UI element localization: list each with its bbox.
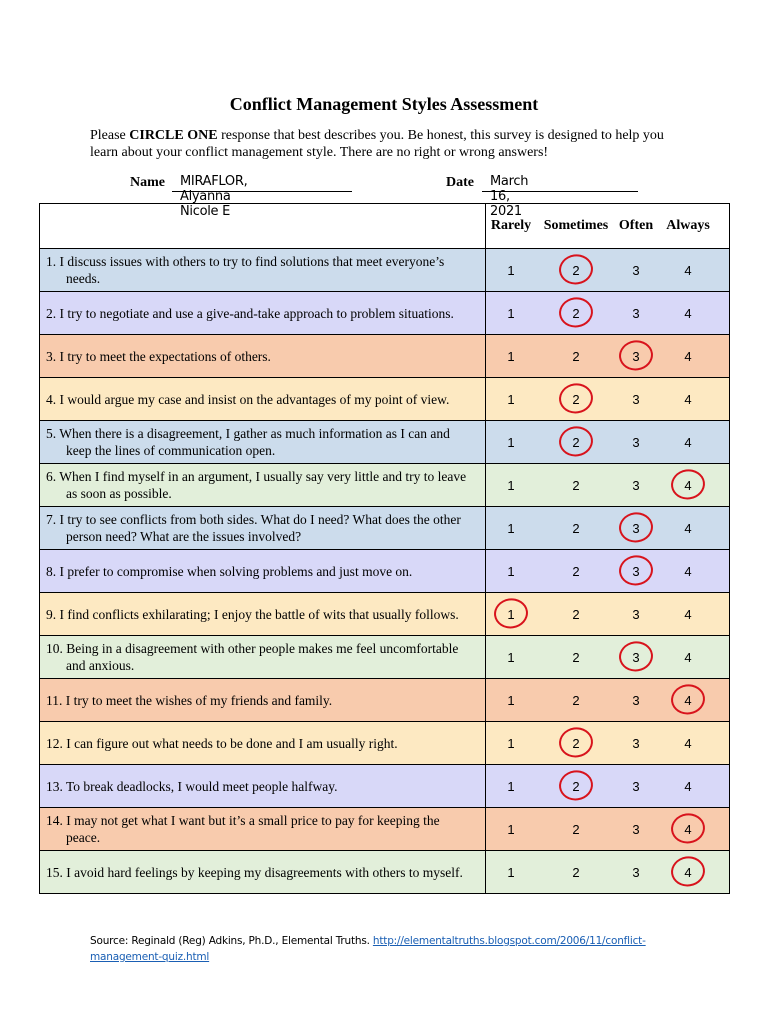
response-option-3[interactable]: 3 xyxy=(632,692,640,708)
table-row xyxy=(40,249,730,292)
response-option-3[interactable]: 3 xyxy=(632,864,640,880)
circled-answer-mark xyxy=(669,811,707,845)
question-text: 15. I avoid hard feelings by keeping my disagreements with others to myself. xyxy=(46,864,463,880)
question-cell xyxy=(40,593,486,636)
question-text: 2. I try to negotiate and use a give-and-take approach to problem situations. xyxy=(46,305,454,321)
response-option-4[interactable]: 4 xyxy=(656,822,720,837)
question-cell xyxy=(40,765,486,808)
response-option-1[interactable]: 1 xyxy=(486,607,536,622)
response-option-3[interactable]: 3 xyxy=(632,262,640,278)
source-citation xyxy=(90,933,700,965)
response-option-1[interactable]: 1 xyxy=(507,649,515,665)
question-text: 4. I would argue my case and insist on the advantages of my point of view. xyxy=(46,391,450,407)
circled-answer-mark xyxy=(617,553,655,587)
table-row xyxy=(40,378,730,421)
date-value: March 16, 2021 xyxy=(490,174,529,219)
table-row xyxy=(40,722,730,765)
instructions-emphasis: CIRCLE ONE xyxy=(129,128,218,143)
response-cell xyxy=(486,679,730,722)
question-text: 3. I try to meet the expectations of others. xyxy=(46,348,271,364)
response-option-1[interactable]: 1 xyxy=(507,692,515,708)
circled-answer-mark xyxy=(557,381,595,415)
response-cell xyxy=(486,722,730,765)
response-cell xyxy=(486,421,730,464)
response-option-4[interactable]: 4 xyxy=(684,563,692,579)
response-option-2[interactable]: 2 xyxy=(572,520,580,536)
response-option-1[interactable]: 1 xyxy=(507,735,515,751)
response-option-1[interactable]: 1 xyxy=(507,305,515,321)
col-header-sometimes: Sometimes xyxy=(543,218,609,233)
question-cell xyxy=(40,421,486,464)
response-cell xyxy=(486,464,730,507)
question-text: 7. I try to see conflicts from both sides. What do I need? What does the other person need? What are the issues involved? xyxy=(46,512,461,544)
response-option-2[interactable]: 2 xyxy=(536,392,616,407)
col-header-rarely: Rarely xyxy=(490,218,532,233)
question-cell xyxy=(40,679,486,722)
response-cell xyxy=(486,378,730,421)
response-option-3[interactable]: 3 xyxy=(632,305,640,321)
response-option-2[interactable]: 2 xyxy=(572,821,580,837)
response-option-4[interactable]: 4 xyxy=(684,520,692,536)
circled-answer-mark xyxy=(557,768,595,802)
table-row xyxy=(40,464,730,507)
circled-answer-mark xyxy=(617,510,655,544)
response-option-1[interactable]: 1 xyxy=(507,348,515,364)
question-cell xyxy=(40,335,486,378)
response-option-2[interactable]: 2 xyxy=(572,606,580,622)
question-cell xyxy=(40,851,486,894)
question-text: 6. When I find myself in an argument, I usually say very little and try to leave as soon as possible. xyxy=(46,469,467,501)
response-cell xyxy=(486,335,730,378)
question-cell xyxy=(40,636,486,679)
question-text: 9. I find conflicts exhilarating; I enjoy the battle of wits that usually follows. xyxy=(46,606,459,622)
response-option-4[interactable]: 4 xyxy=(684,735,692,751)
response-option-3[interactable]: 3 xyxy=(616,650,656,665)
response-cell xyxy=(486,765,730,808)
table-row xyxy=(40,808,730,851)
response-option-1[interactable]: 1 xyxy=(507,434,515,450)
response-option-3[interactable]: 3 xyxy=(632,606,640,622)
response-option-2[interactable]: 2 xyxy=(572,649,580,665)
question-cell xyxy=(40,464,486,507)
circled-answer-mark xyxy=(669,682,707,716)
header-scale xyxy=(486,204,730,249)
response-option-4[interactable]: 4 xyxy=(656,865,720,880)
question-cell xyxy=(40,292,486,335)
instructions-text: response that best describes you. Be honest, this survey is designed to help you learn about your conflict management style. There are no right or wrong answers! xyxy=(90,128,664,160)
name-field xyxy=(130,174,248,219)
circled-answer-mark xyxy=(617,338,655,372)
response-cell xyxy=(486,808,730,851)
question-cell xyxy=(40,808,486,851)
col-header-always: Always xyxy=(666,218,710,233)
response-option-2[interactable]: 2 xyxy=(572,477,580,493)
table-row xyxy=(40,765,730,808)
source-link[interactable]: http://elementaltruths.blogspot.com/2006/11/conflict-management-quiz.html xyxy=(90,935,646,963)
response-option-4[interactable]: 4 xyxy=(684,606,692,622)
response-option-3[interactable]: 3 xyxy=(632,735,640,751)
response-option-1[interactable]: 1 xyxy=(507,563,515,579)
response-cell xyxy=(486,593,730,636)
response-option-4[interactable]: 4 xyxy=(656,693,720,708)
question-text: 1. I discuss issues with others to try to find solutions that meet everyone’s needs. xyxy=(46,254,445,286)
response-option-2[interactable]: 2 xyxy=(572,348,580,364)
response-option-3[interactable]: 3 xyxy=(632,434,640,450)
response-option-4[interactable]: 4 xyxy=(684,305,692,321)
question-cell xyxy=(40,249,486,292)
response-option-4[interactable]: 4 xyxy=(684,391,692,407)
circled-answer-mark xyxy=(557,295,595,329)
date-label: Date xyxy=(446,175,474,190)
response-option-2[interactable]: 2 xyxy=(572,864,580,880)
response-option-2[interactable]: 2 xyxy=(572,692,580,708)
question-cell xyxy=(40,550,486,593)
table-row xyxy=(40,421,730,464)
response-option-4[interactable]: 4 xyxy=(684,649,692,665)
circled-answer-mark xyxy=(669,467,707,501)
table-row xyxy=(40,851,730,894)
response-option-3[interactable]: 3 xyxy=(632,821,640,837)
table-row xyxy=(40,550,730,593)
response-option-2[interactable]: 2 xyxy=(536,263,616,278)
response-cell xyxy=(486,550,730,593)
table-row xyxy=(40,335,730,378)
response-option-1[interactable]: 1 xyxy=(507,477,515,493)
response-option-1[interactable]: 1 xyxy=(507,821,515,837)
table-row xyxy=(40,636,730,679)
instructions-prefix: Please xyxy=(90,128,130,143)
circled-answer-mark xyxy=(557,424,595,458)
circled-answer-mark xyxy=(557,252,595,286)
circled-answer-mark xyxy=(492,596,530,630)
response-option-2[interactable]: 2 xyxy=(536,736,616,751)
circled-answer-mark xyxy=(557,725,595,759)
response-option-4[interactable]: 4 xyxy=(684,778,692,794)
page-title: Conflict Management Styles Assessment xyxy=(229,94,539,114)
question-text: 5. When there is a disagreement, I gather as much information as I can and keep the lines of communication open. xyxy=(46,426,450,458)
question-cell xyxy=(40,722,486,765)
circled-answer-mark xyxy=(617,639,655,673)
response-cell xyxy=(486,507,730,550)
table-row xyxy=(40,593,730,636)
response-option-2[interactable]: 2 xyxy=(536,435,616,450)
instructions xyxy=(90,127,690,161)
question-cell xyxy=(40,507,486,550)
response-option-1[interactable]: 1 xyxy=(507,864,515,880)
response-cell xyxy=(486,636,730,679)
response-cell xyxy=(486,292,730,335)
response-option-3[interactable]: 3 xyxy=(616,564,656,579)
response-option-3[interactable]: 3 xyxy=(632,391,640,407)
response-option-2[interactable]: 2 xyxy=(536,779,616,794)
response-option-3[interactable]: 3 xyxy=(616,349,656,364)
question-text: 10. Being in a disagreement with other people makes me feel uncomfortable and anxious. xyxy=(46,641,459,673)
question-text: 8. I prefer to compromise when solving problems and just move on. xyxy=(46,563,413,579)
table-row xyxy=(40,292,730,335)
response-cell xyxy=(486,249,730,292)
assessment-table xyxy=(39,203,730,894)
response-option-4[interactable]: 4 xyxy=(684,262,692,278)
response-option-4[interactable]: 4 xyxy=(656,478,720,493)
response-option-3[interactable]: 3 xyxy=(632,778,640,794)
question-text: 12. I can figure out what needs to be done and I am usually right. xyxy=(46,735,398,751)
source-text: Source: Reginald (Reg) Adkins, Ph.D., Elemental Truths. xyxy=(90,935,373,947)
response-cell xyxy=(486,851,730,894)
response-option-1[interactable]: 1 xyxy=(507,262,515,278)
question-text: 11. I try to meet the wishes of my friends and family. xyxy=(46,692,333,708)
name-value: MIRAFLOR, Alyanna Nicole E xyxy=(180,174,248,219)
response-option-3[interactable]: 3 xyxy=(632,477,640,493)
response-option-4[interactable]: 4 xyxy=(684,434,692,450)
response-option-2[interactable]: 2 xyxy=(572,563,580,579)
response-option-1[interactable]: 1 xyxy=(507,778,515,794)
date-field xyxy=(446,174,529,219)
response-option-1[interactable]: 1 xyxy=(507,391,515,407)
question-text: 14. I may not get what I want but it’s a small price to pay for keeping the peace. xyxy=(46,813,440,845)
question-cell xyxy=(40,378,486,421)
response-option-3[interactable]: 3 xyxy=(616,521,656,536)
response-option-2[interactable]: 2 xyxy=(536,306,616,321)
header-blank xyxy=(40,204,486,249)
question-text: 13. To break deadlocks, I would meet people halfway. xyxy=(46,778,338,794)
response-option-1[interactable]: 1 xyxy=(507,520,515,536)
name-label: Name xyxy=(130,175,165,190)
table-row xyxy=(40,679,730,722)
circled-answer-mark xyxy=(669,854,707,888)
table-row xyxy=(40,507,730,550)
col-header-often: Often xyxy=(618,218,654,233)
response-option-4[interactable]: 4 xyxy=(684,348,692,364)
